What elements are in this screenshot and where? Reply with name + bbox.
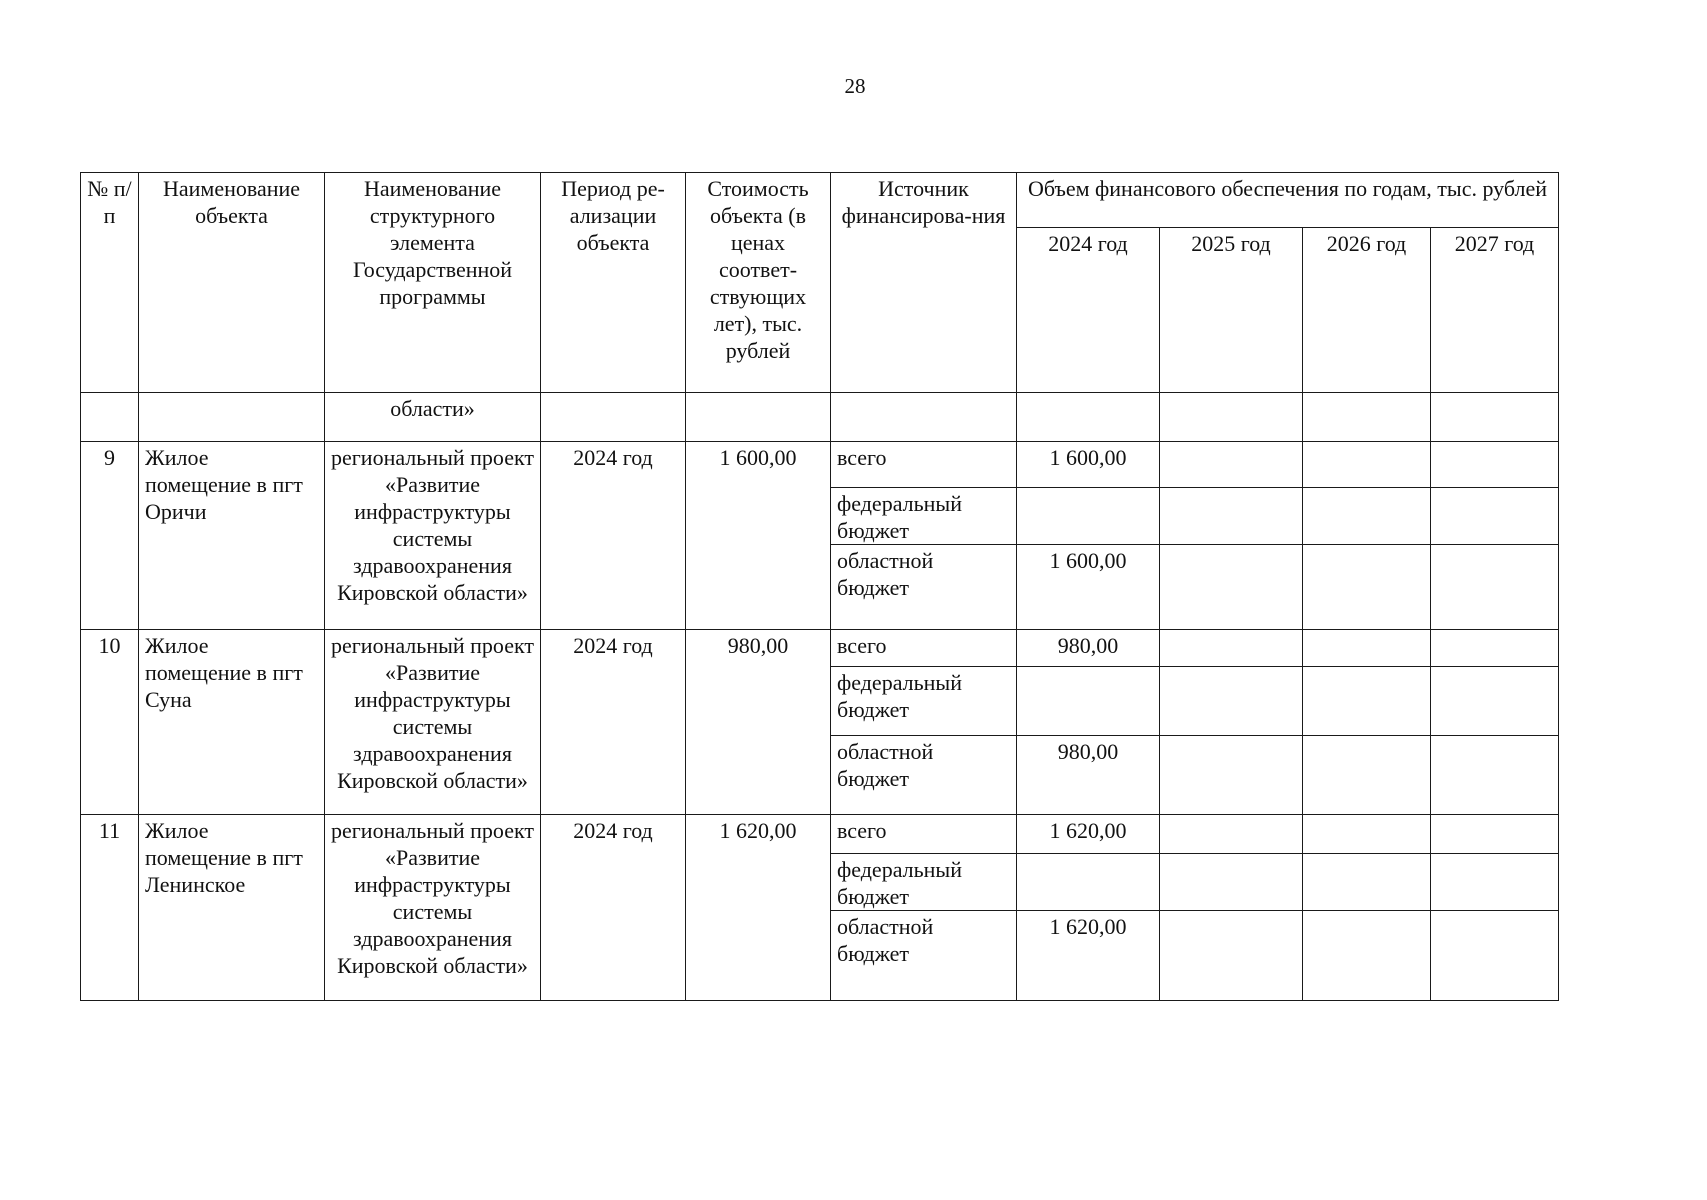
row-cost: 1 600,00 — [686, 442, 831, 630]
amount-2027 — [1431, 630, 1559, 667]
source-name: федеральный бюджет — [831, 667, 1017, 736]
row-object-name: Жилое помещение в пгт Оричи — [139, 442, 325, 630]
amount-2025 — [1160, 815, 1303, 854]
funding-table — [80, 172, 1559, 1001]
continuation-structural-element: области» — [325, 393, 541, 442]
header-num: № п/п — [81, 173, 139, 393]
row-object-name: Жилое помещение в пгт Суна — [139, 630, 325, 815]
amount-2024: 1 620,00 — [1017, 815, 1160, 854]
cell-empty — [139, 393, 325, 442]
cell-empty — [541, 393, 686, 442]
source-name: областной бюджет — [831, 545, 1017, 630]
header-period: Период ре-ализации объекта — [541, 173, 686, 393]
cell-empty — [686, 393, 831, 442]
source-name: всего — [831, 442, 1017, 488]
table-row — [81, 815, 1559, 854]
amount-2024: 1 600,00 — [1017, 442, 1160, 488]
row-structural-element: региональный проект «Развитие инфраструктуры системы здравоохранения Кировской области» — [325, 442, 541, 630]
header-year-2027: 2027 год — [1431, 228, 1559, 393]
row-period: 2024 год — [541, 630, 686, 815]
source-name: областной бюджет — [831, 736, 1017, 815]
amount-2024: 1 600,00 — [1017, 545, 1160, 630]
amount-2026 — [1303, 630, 1431, 667]
amount-2026 — [1303, 488, 1431, 545]
row-num: 10 — [81, 630, 139, 815]
amount-2027 — [1431, 545, 1559, 630]
amount-2027 — [1431, 815, 1559, 854]
table-row — [81, 442, 1559, 488]
row-period: 2024 год — [541, 815, 686, 1001]
amount-2026 — [1303, 911, 1431, 1001]
amount-2026 — [1303, 667, 1431, 736]
cell-empty — [1431, 393, 1559, 442]
amount-2027 — [1431, 488, 1559, 545]
amount-2027 — [1431, 854, 1559, 911]
page-number: 28 — [844, 74, 866, 98]
table-row — [81, 630, 1559, 667]
cell-empty — [1303, 393, 1431, 442]
cell-empty — [831, 393, 1017, 442]
row-structural-element: региональный проект «Развитие инфраструктуры системы здравоохранения Кировской области» — [325, 630, 541, 815]
row-num: 11 — [81, 815, 139, 1001]
amount-2027 — [1431, 442, 1559, 488]
amount-2027 — [1431, 911, 1559, 1001]
source-name: федеральный бюджет — [831, 854, 1017, 911]
row-object-name: Жилое помещение в пгт Ленинское — [139, 815, 325, 1001]
source-name: всего — [831, 815, 1017, 854]
amount-2024 — [1017, 667, 1160, 736]
source-name: всего — [831, 630, 1017, 667]
amount-2024 — [1017, 488, 1160, 545]
amount-2026 — [1303, 854, 1431, 911]
header-cost: Стоимость объекта (в ценах соответ-ствующих лет), тыс. рублей — [686, 173, 831, 393]
header-source: Источник финансирова-ния — [831, 173, 1017, 393]
cell-empty — [1017, 393, 1160, 442]
amount-2025 — [1160, 442, 1303, 488]
amount-2024: 980,00 — [1017, 736, 1160, 815]
source-name: федеральный бюджет — [831, 488, 1017, 545]
amount-2024 — [1017, 854, 1160, 911]
amount-2025 — [1160, 667, 1303, 736]
amount-2026 — [1303, 545, 1431, 630]
header-object-name: Наименование объекта — [139, 173, 325, 393]
header-year-2024: 2024 год — [1017, 228, 1160, 393]
amount-2026 — [1303, 815, 1431, 854]
header-year-2026: 2026 год — [1303, 228, 1431, 393]
amount-2024: 980,00 — [1017, 630, 1160, 667]
header-funding-volume: Объем финансового обеспечения по годам, тыс. рублей — [1017, 173, 1559, 228]
amount-2025 — [1160, 736, 1303, 815]
continuation-row — [81, 393, 1559, 442]
amount-2025 — [1160, 854, 1303, 911]
amount-2025 — [1160, 488, 1303, 545]
row-period: 2024 год — [541, 442, 686, 630]
cell-empty — [81, 393, 139, 442]
amount-2027 — [1431, 736, 1559, 815]
header-year-2025: 2025 год — [1160, 228, 1303, 393]
amount-2025 — [1160, 630, 1303, 667]
source-name: областной бюджет — [831, 911, 1017, 1001]
header-row-1 — [81, 173, 1559, 228]
amount-2026 — [1303, 736, 1431, 815]
amount-2025 — [1160, 545, 1303, 630]
row-num: 9 — [81, 442, 139, 630]
header-structural-element: Наименование структурного элемента Государственной программы — [325, 173, 541, 393]
row-cost: 980,00 — [686, 630, 831, 815]
amount-2025 — [1160, 911, 1303, 1001]
amount-2026 — [1303, 442, 1431, 488]
amount-2024: 1 620,00 — [1017, 911, 1160, 1001]
amount-2027 — [1431, 667, 1559, 736]
row-cost: 1 620,00 — [686, 815, 831, 1001]
cell-empty — [1160, 393, 1303, 442]
row-structural-element: региональный проект «Развитие инфраструктуры системы здравоохранения Кировской области» — [325, 815, 541, 1001]
